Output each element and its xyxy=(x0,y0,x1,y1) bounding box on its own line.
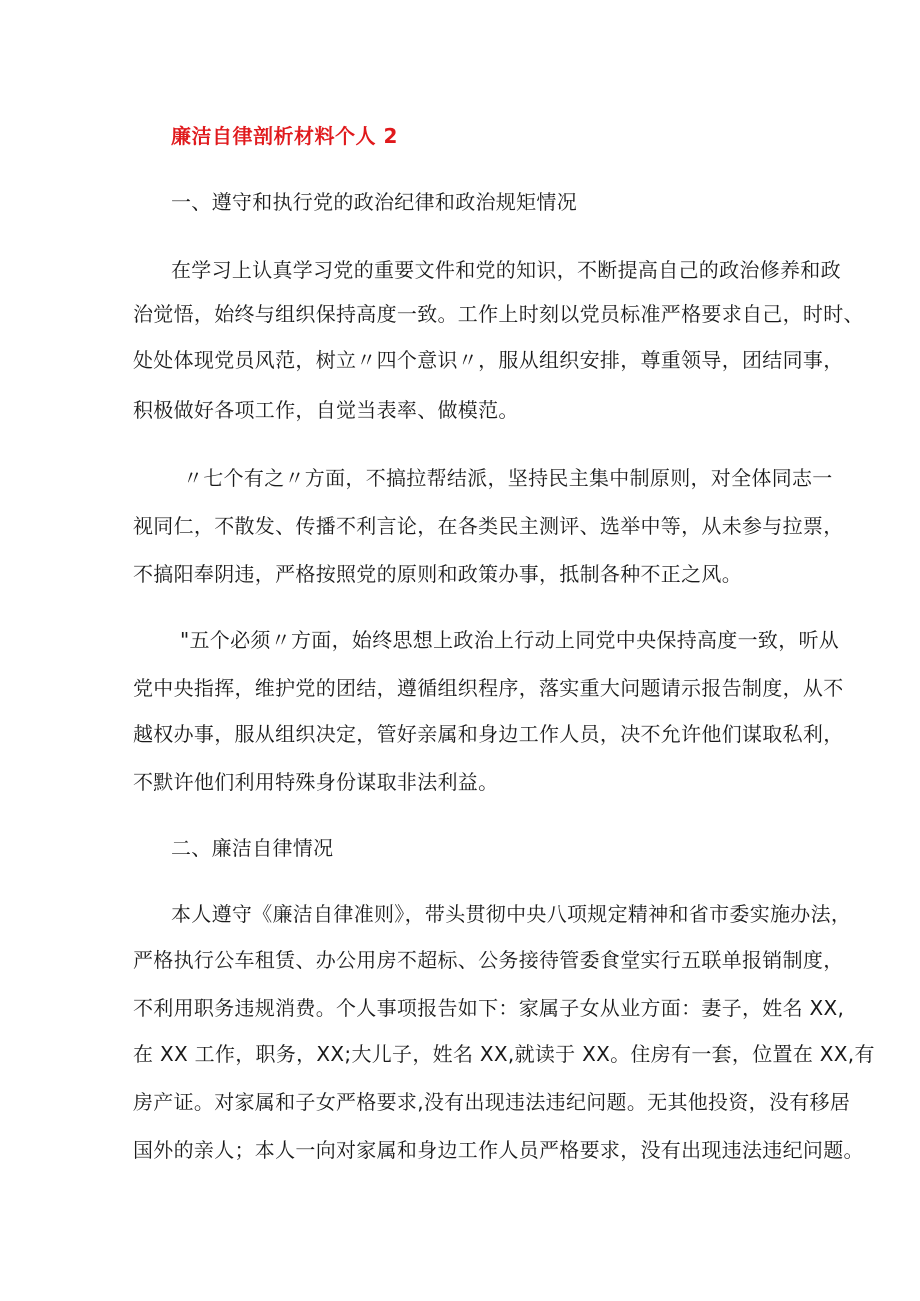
paragraph-3-line-1: "五个必须〃方面，始终思想上政治上行动上同党中央保持高度一致，听从 xyxy=(180,628,840,652)
paragraph-3-line-3: 越权办事，服从组织决定，管好亲属和身边工作人员，决不允许他们谋取私利， xyxy=(133,722,844,746)
paragraph-1-line-2: 治觉悟，始终与组织保持高度一致。工作上时刻以党员标准严格要求自己，时时、 xyxy=(133,302,864,326)
paragraph-4-line-6: 国外的亲人；本人一向对家属和身边工作人员严格要求，没有出现违法违纪问题。 xyxy=(133,1138,864,1162)
paragraph-4-line-2: 严格执行公车租赁、办公用房不超标、公务接待管委食堂实行五联单报销制度， xyxy=(133,948,844,972)
paragraph-4-line-5: 房产证。对家属和子女严格要求,没有出现违法违纪问题。无其他投资，没有移居 xyxy=(133,1090,851,1114)
section-heading-1: 一、遵守和执行党的政治纪律和政治规矩情况 xyxy=(171,190,577,214)
paragraph-1-line-1: 在学习上认真学习党的重要文件和党的知识，不断提高自己的政治修养和政 xyxy=(171,258,841,282)
paragraph-3-line-4: 不默许他们利用特殊身份谋取非法利益。 xyxy=(133,770,499,794)
section-heading-2: 二、廉洁自律情况 xyxy=(171,836,334,860)
document-title: 廉洁自律剖析材料个人 2 xyxy=(171,124,398,148)
paragraph-3-line-2: 党中央指挥，维护党的团结，遵循组织程序，落实重大问题请示报告制度，从不 xyxy=(133,676,844,700)
paragraph-2-line-1: 〃七个有之〃方面，不搞拉帮结派，坚持民主集中制原则，对全体同志一 xyxy=(183,466,833,490)
paragraph-4-line-4: 在 XX 工作，职务，XX;大儿子，姓名 XX,就读于 XX。住房有一套，位置在 XX,有 xyxy=(133,1042,875,1066)
paragraph-2-line-3: 不搞阳奉阴违，严格按照党的原则和政策办事，抵制各种不正之风。 xyxy=(133,562,742,586)
paragraph-1-line-3: 处处体现党员风范，树立〃四个意识〃，服从组织安排，尊重领导，团结同事， xyxy=(133,348,844,372)
paragraph-2-line-2: 视同仁，不散发、传播不利言论，在各类民主测评、选举中等，从未参与拉票， xyxy=(133,514,844,538)
paragraph-4-line-1: 本人遵守《廉洁自律准则》，带头贯彻中央八项规定精神和省市委实施办法， xyxy=(171,902,852,926)
paragraph-1-line-4: 积极做好各项工作，自觉当表率、做模范。 xyxy=(133,398,519,422)
paragraph-4-line-3: 不利用职务违规消费。个人事项报告如下：家属子女从业方面：妻子，姓名 XX, xyxy=(133,996,845,1020)
